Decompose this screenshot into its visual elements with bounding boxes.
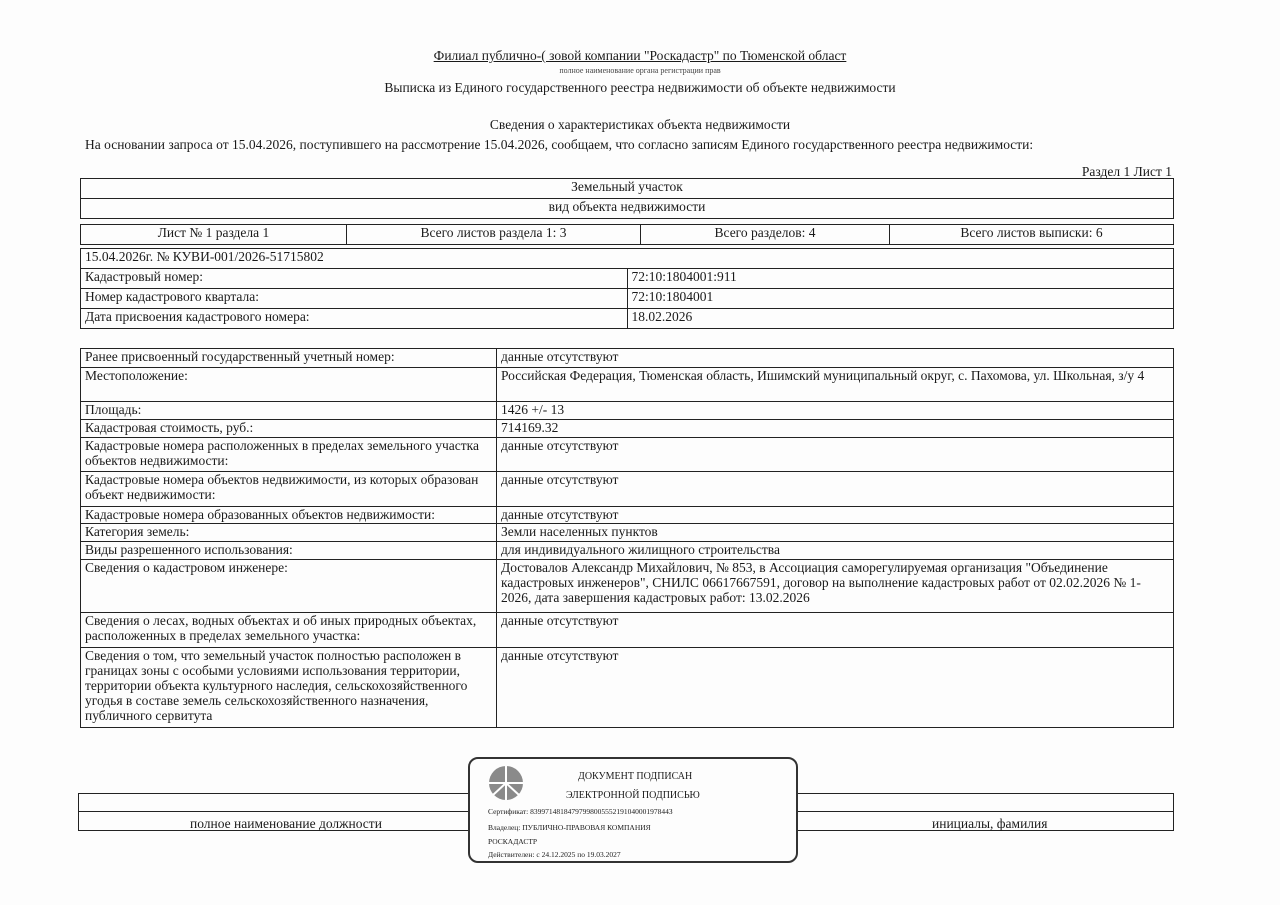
sheets-total: Всего листов выписки: 6 xyxy=(890,225,1174,245)
land-category: Земли населенных пунктов xyxy=(497,524,1174,542)
row-label: Ранее присвоенный государственный учетный номер: xyxy=(81,349,497,368)
engineer-info: Достовалов Александр Михайлович, № 853, в Ассоциация саморегулируемая организация "Объединение кадастровых инженеров", СНИЛС 06617667591, договор на выполнение кадастровых работ от 02.02.2026 № 1-2026, дата завершения кадастровых работ: 13.02.2026 xyxy=(497,560,1174,613)
row-value: данные отсутствуют xyxy=(497,613,1174,648)
cadastral-value: 714169.32 xyxy=(497,420,1174,438)
organization-caption: полное наименование органа регистрации прав xyxy=(559,66,721,75)
sheets-in-section: Всего листов раздела 1: 3 xyxy=(347,225,641,245)
assignment-date: 18.02.2026 xyxy=(627,309,1174,329)
object-type-table xyxy=(80,178,1174,219)
row-value: данные отсутствуют xyxy=(497,507,1174,524)
name-caption: инициалы, фамилия xyxy=(932,816,1048,831)
row-label: Кадастровые номера объектов недвижимости, из которых образован объект недвижимости: xyxy=(81,472,497,507)
stamp-validity: Действителен: с 24.12.2025 по 19.03.2027 xyxy=(488,850,621,859)
details-table xyxy=(80,348,1174,728)
row-label: Кадастровые номера образованных объектов недвижимости: xyxy=(81,507,497,524)
object-type-caption: вид объекта недвижимости xyxy=(81,199,1174,219)
stamp-owner2: РОСКАДАСТР xyxy=(488,837,538,846)
stamp-certificate: Сертификат: 8399714818479799800555219104000197844З xyxy=(488,807,673,816)
row-label: Номер кадастрового квартала: xyxy=(81,289,628,309)
object-type: Земельный участок xyxy=(81,179,1174,199)
intro-text: На основании запроса от 15.04.2026, поступившего на рассмотрение 15.04.2026, сообщаем, что согласно записям Единого государственного реестра недвижимости: xyxy=(85,137,1034,152)
sections-total: Всего разделов: 4 xyxy=(641,225,890,245)
row-label: Кадастровые номера расположенных в пределах земельного участка объектов недвижимости: xyxy=(81,438,497,472)
document-subtitle: Сведения о характеристиках объекта недвижимости xyxy=(489,117,791,132)
row-label: Виды разрешенного использования: xyxy=(81,542,497,560)
row-label: Площадь: xyxy=(81,402,497,420)
permitted-use: для индивидуального жилищного строительства xyxy=(497,542,1174,560)
stamp-owner: Владелец: ПУБЛИЧНО-ПРАВОВАЯ КОМПАНИЯ xyxy=(488,823,651,832)
position-caption: полное наименование должности xyxy=(190,816,382,831)
sheet-info-table xyxy=(80,224,1174,245)
row-label: Местоположение: xyxy=(81,368,497,402)
row-value: данные отсутствуют xyxy=(497,472,1174,507)
row-label: Кадастровая стоимость, руб.: xyxy=(81,420,497,438)
stamp-line1: ДОКУМЕНТ ПОДПИСАН xyxy=(578,771,693,782)
organization-name: Филиал публично-( зовой компании "Роскадастр" по Тюменской област xyxy=(433,48,847,63)
row-label: Сведения о кадастровом инженере: xyxy=(81,560,497,613)
row-label: Кадастровый номер: xyxy=(81,269,628,289)
row-label: Сведения о том, что земельный участок полностью расположен в границах зоны с особыми условиями использования территории, территории объекта культурного наследия, сельскохозяйственного угодья в составе земель сельскохозяйственного назначения, публичного сервитута xyxy=(81,648,497,728)
record-number: 15.04.2026г. № КУВИ-001/2026-51715802 xyxy=(81,249,1174,269)
row-value: данные отсутствуют xyxy=(497,349,1174,368)
row-label: Дата присвоения кадастрового номера: xyxy=(81,309,628,329)
row-label: Сведения о лесах, водных объектах и об иных природных объектах, расположенных в пределах земельного участка: xyxy=(81,613,497,648)
cadastral-quarter: 72:10:1804001 xyxy=(627,289,1174,309)
section-sheet: Раздел 1 Лист 1 xyxy=(1081,164,1172,179)
document-title: Выписка из Единого государственного реестра недвижимости об объекте недвижимости xyxy=(384,80,896,95)
area-value: 1426 +/- 13 xyxy=(497,402,1174,420)
stamp-line2: ЭЛЕКТРОННОЙ ПОДПИСЬЮ xyxy=(566,790,700,801)
row-value: данные отсутствуют xyxy=(497,438,1174,472)
cadastral-number: 72:10:1804001:911 xyxy=(627,269,1174,289)
electronic-signature-stamp xyxy=(468,757,798,863)
row-value: данные отсутствуют xyxy=(497,648,1174,728)
roskadastr-logo-icon xyxy=(488,765,524,801)
location-value: Российская Федерация, Тюменская область, Ишимский муниципальный округ, с. Пахомова, ул. Школьная, з/у 4 xyxy=(497,368,1174,402)
sheet-number: Лист № 1 раздела 1 xyxy=(81,225,347,245)
row-label: Категория земель: xyxy=(81,524,497,542)
main-info-table xyxy=(80,248,1174,329)
